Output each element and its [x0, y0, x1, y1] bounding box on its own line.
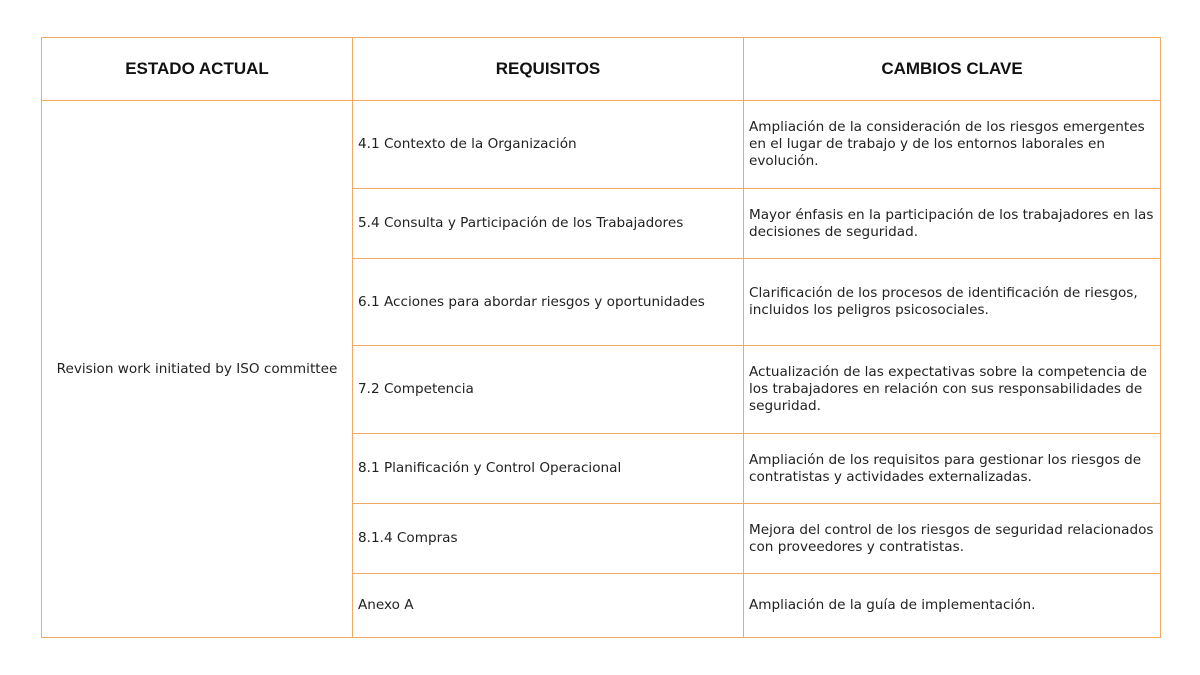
- requisito-cell: Anexo A: [353, 574, 744, 638]
- requisito-cell: 4.1 Contexto de la Organización: [353, 101, 744, 189]
- cambio-cell: Mayor énfasis en la participación de los trabajadores en las decisiones de seguridad.: [744, 189, 1161, 259]
- requisito-cell: 8.1.4 Compras: [353, 504, 744, 574]
- requisito-cell: 6.1 Acciones para abordar riesgos y oportunidades: [353, 259, 744, 346]
- cambio-cell: Ampliación de la guía de implementación.: [744, 574, 1161, 638]
- header-estado-actual: ESTADO ACTUAL: [42, 38, 353, 101]
- table-row: [42, 101, 1161, 189]
- requisito-cell: 7.2 Competencia: [353, 346, 744, 434]
- header-row: [42, 38, 1161, 101]
- header-cambios-clave: CAMBIOS CLAVE: [744, 38, 1161, 101]
- cambio-cell: Actualización de las expectativas sobre la competencia de los trabajadores en relación con sus responsabilidades de seguridad.: [744, 346, 1161, 434]
- cambio-cell: Ampliación de la consideración de los riesgos emergentes en el lugar de trabajo y de los entornos laborales en evolución.: [744, 101, 1161, 189]
- requisito-cell: 8.1 Planificación y Control Operacional: [353, 434, 744, 504]
- header-requisitos: REQUISITOS: [353, 38, 744, 101]
- cambio-cell: Ampliación de los requisitos para gestionar los riesgos de contratistas y actividades externalizadas.: [744, 434, 1161, 504]
- cambio-cell: Clarificación de los procesos de identificación de riesgos, incluidos los peligros psicosociales.: [744, 259, 1161, 346]
- requirements-table: [41, 37, 1161, 638]
- cambio-cell: Mejora del control de los riesgos de seguridad relacionados con proveedores y contratistas.: [744, 504, 1161, 574]
- estado-actual-cell: Revision work initiated by ISO committee: [42, 101, 353, 638]
- requisito-cell: 5.4 Consulta y Participación de los Trabajadores: [353, 189, 744, 259]
